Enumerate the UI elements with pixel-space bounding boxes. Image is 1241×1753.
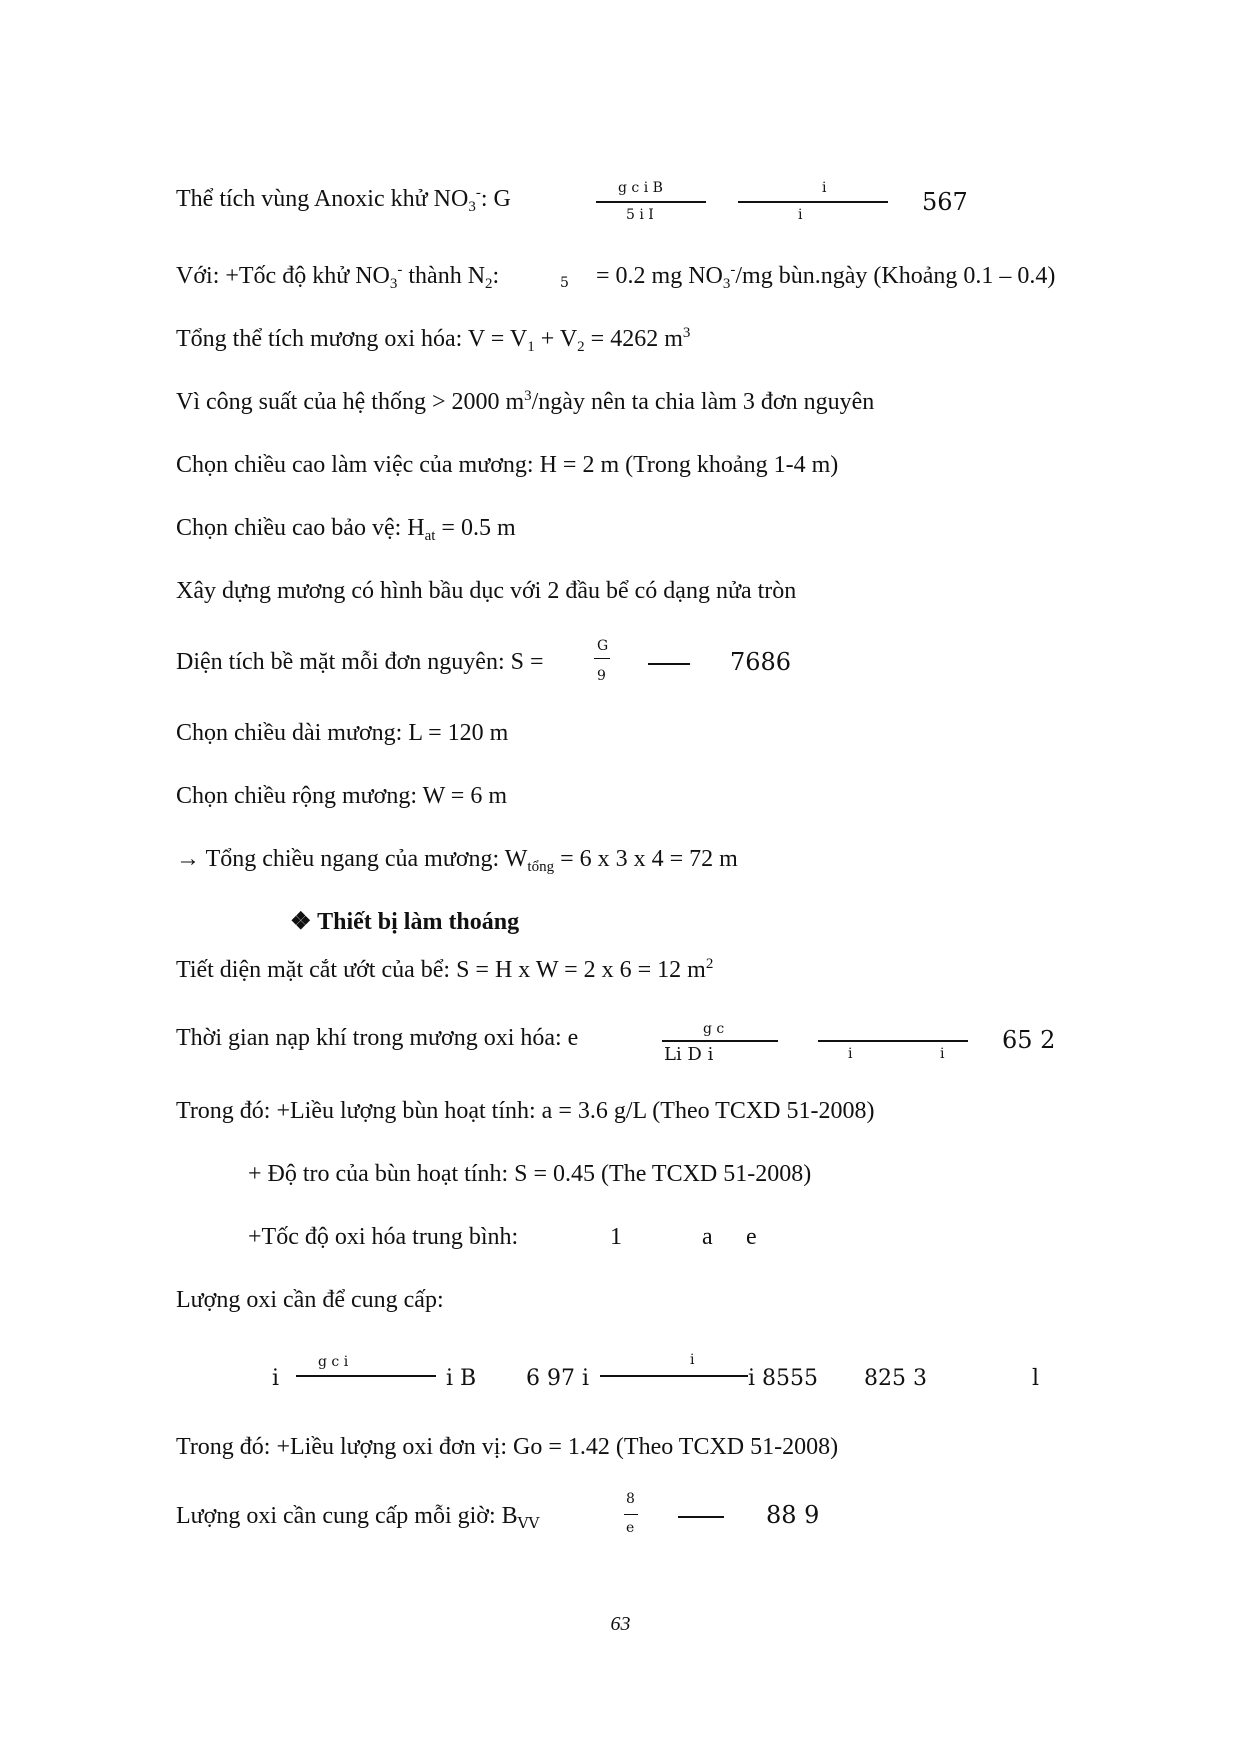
l2-rho-fragment: 5 [560,275,569,291]
l20-frac-bottom: e [626,1520,635,1536]
oxygen-demand-line: Lượng oxi cần để cung cấp: [176,1287,444,1313]
ash-content-line: + Độ tro của bùn hoạt tính: S = 0.45 (The TCXD 51-2008) [248,1161,812,1187]
ditch-width-line: Chọn chiều rộng mương: W = 6 m [176,783,507,809]
l13-frac2-rule [818,1040,968,1042]
l8-dash [648,663,690,665]
surface-area-line: Diện tích bề mặt mỗi đơn nguyên: S = [176,649,544,675]
ditch-shape-line: Xây dựng mương có hình bầu dục với 2 đầu bể có dạng nửa tròn [176,578,797,604]
hourly-oxygen-line: Lượng oxi cần cung cấp mỗi giờ: $B_{VV}$ [176,1503,540,1532]
l13-result: 65 2 [1002,1026,1056,1054]
l1-frac2-rule [738,201,888,203]
l18-value: i 8555 [748,1366,819,1391]
l18-frac2-top: i [690,1352,695,1368]
l13-frac2-bottom-b: i [940,1046,945,1062]
l18-frac2-rule [600,1375,748,1377]
l8-result: 7686 [730,648,792,676]
l16-frag-a: a [702,1224,713,1250]
unit-oxygen-line: Trong đó: +Liều lượng oxi đơn vị: Go = 1.42 (Theo TCXD 51-2008) [176,1434,839,1460]
l20-dash [678,1516,724,1518]
l1-frac-bottom: 5 i I [626,207,654,223]
l2-rate-value: = 0.2 mg $NO_3^-/mg$ bùn.ngày (Khoảng 0.1 – 0.4) [596,262,1056,292]
l18-coef: 6 97 i [526,1366,590,1391]
l8-frac-bottom: 9 [597,668,606,684]
l1-frac2-bottom: i [798,207,803,223]
wet-section-line: Tiết diện mặt cắt ướt của bể: S = H x W = 2 x 6 = 12 $m^2$ [176,956,714,983]
l18-result: 825 3 [864,1366,927,1391]
freeboard-line: Chọn chiều cao bảo vệ: $H_{at} = 0.5$ m [176,515,516,544]
l13-frac2-bottom-a: i [848,1046,853,1062]
l13-frac-top: g c [703,1021,725,1037]
l18-iB: i B [446,1366,477,1391]
working-height-line: Chọn chiều cao làm việc của mương: H = 2 m (Trong khoảng 1-4 m) [176,452,839,478]
capacity-line: Vì công suất của hệ thống > 2000 $m^3$/ngày nên ta chia làm 3 đơn nguyên [176,388,875,415]
section-heading: ❖ Thiết bị làm thoáng [290,909,520,935]
aeration-time-line: Thời gian nạp khí trong mương oxi hóa: e [176,1025,579,1051]
l1-frac-rule [596,201,706,203]
sludge-dose-line: Trong đó: +Liều lượng bùn hoạt tính: a = 3.6 g/L (Theo TCXD 51-2008) [176,1098,875,1124]
l8-frac-rule [594,658,610,659]
l16-frag-e: e [746,1224,757,1250]
l13-frac-rule [662,1040,778,1042]
l18-frac-rule [296,1375,436,1377]
l8-frac-top: G [597,638,609,654]
oxidation-rate-line: +Tốc độ oxi hóa trung bình: [248,1224,519,1250]
l13-frac-bottom: Li D i [664,1044,714,1065]
l20-result: 88 9 [766,1501,820,1529]
ditch-length-line: Chọn chiều dài mương: L = 120 m [176,720,509,746]
anoxic-volume-line: Thể tích vùng Anoxic khử $NO_3^-$: G [176,185,511,215]
l18-unit: l [1032,1366,1040,1391]
total-width-line: → Tổng chiều ngang của mương: $W_{tổng} = 6$ x 3 x 4 = 72 m [176,846,738,875]
l1-frac2-top: i [822,180,827,196]
total-volume-line: Tổng thể tích mương oxi hóa: $V = V_1 + V_2 = 4262$ $m^3$ [176,325,691,355]
l20-frac-top: 8 [626,1491,635,1507]
l1-result: 567 [922,188,968,216]
diamond-bullet-icon: ❖ [290,909,312,935]
page-number: 63 [610,1613,631,1635]
l18-i: i [272,1366,280,1391]
nitrate-rate-line: Với: +Tốc độ khử $NO_3^-$ thành $N_2$: [176,262,500,292]
l16-frag-1: 1 [610,1224,622,1250]
l20-frac-rule [624,1514,638,1515]
l1-frac-top: g c i B [618,180,663,196]
l18-frac-top: g c i [318,1354,349,1370]
